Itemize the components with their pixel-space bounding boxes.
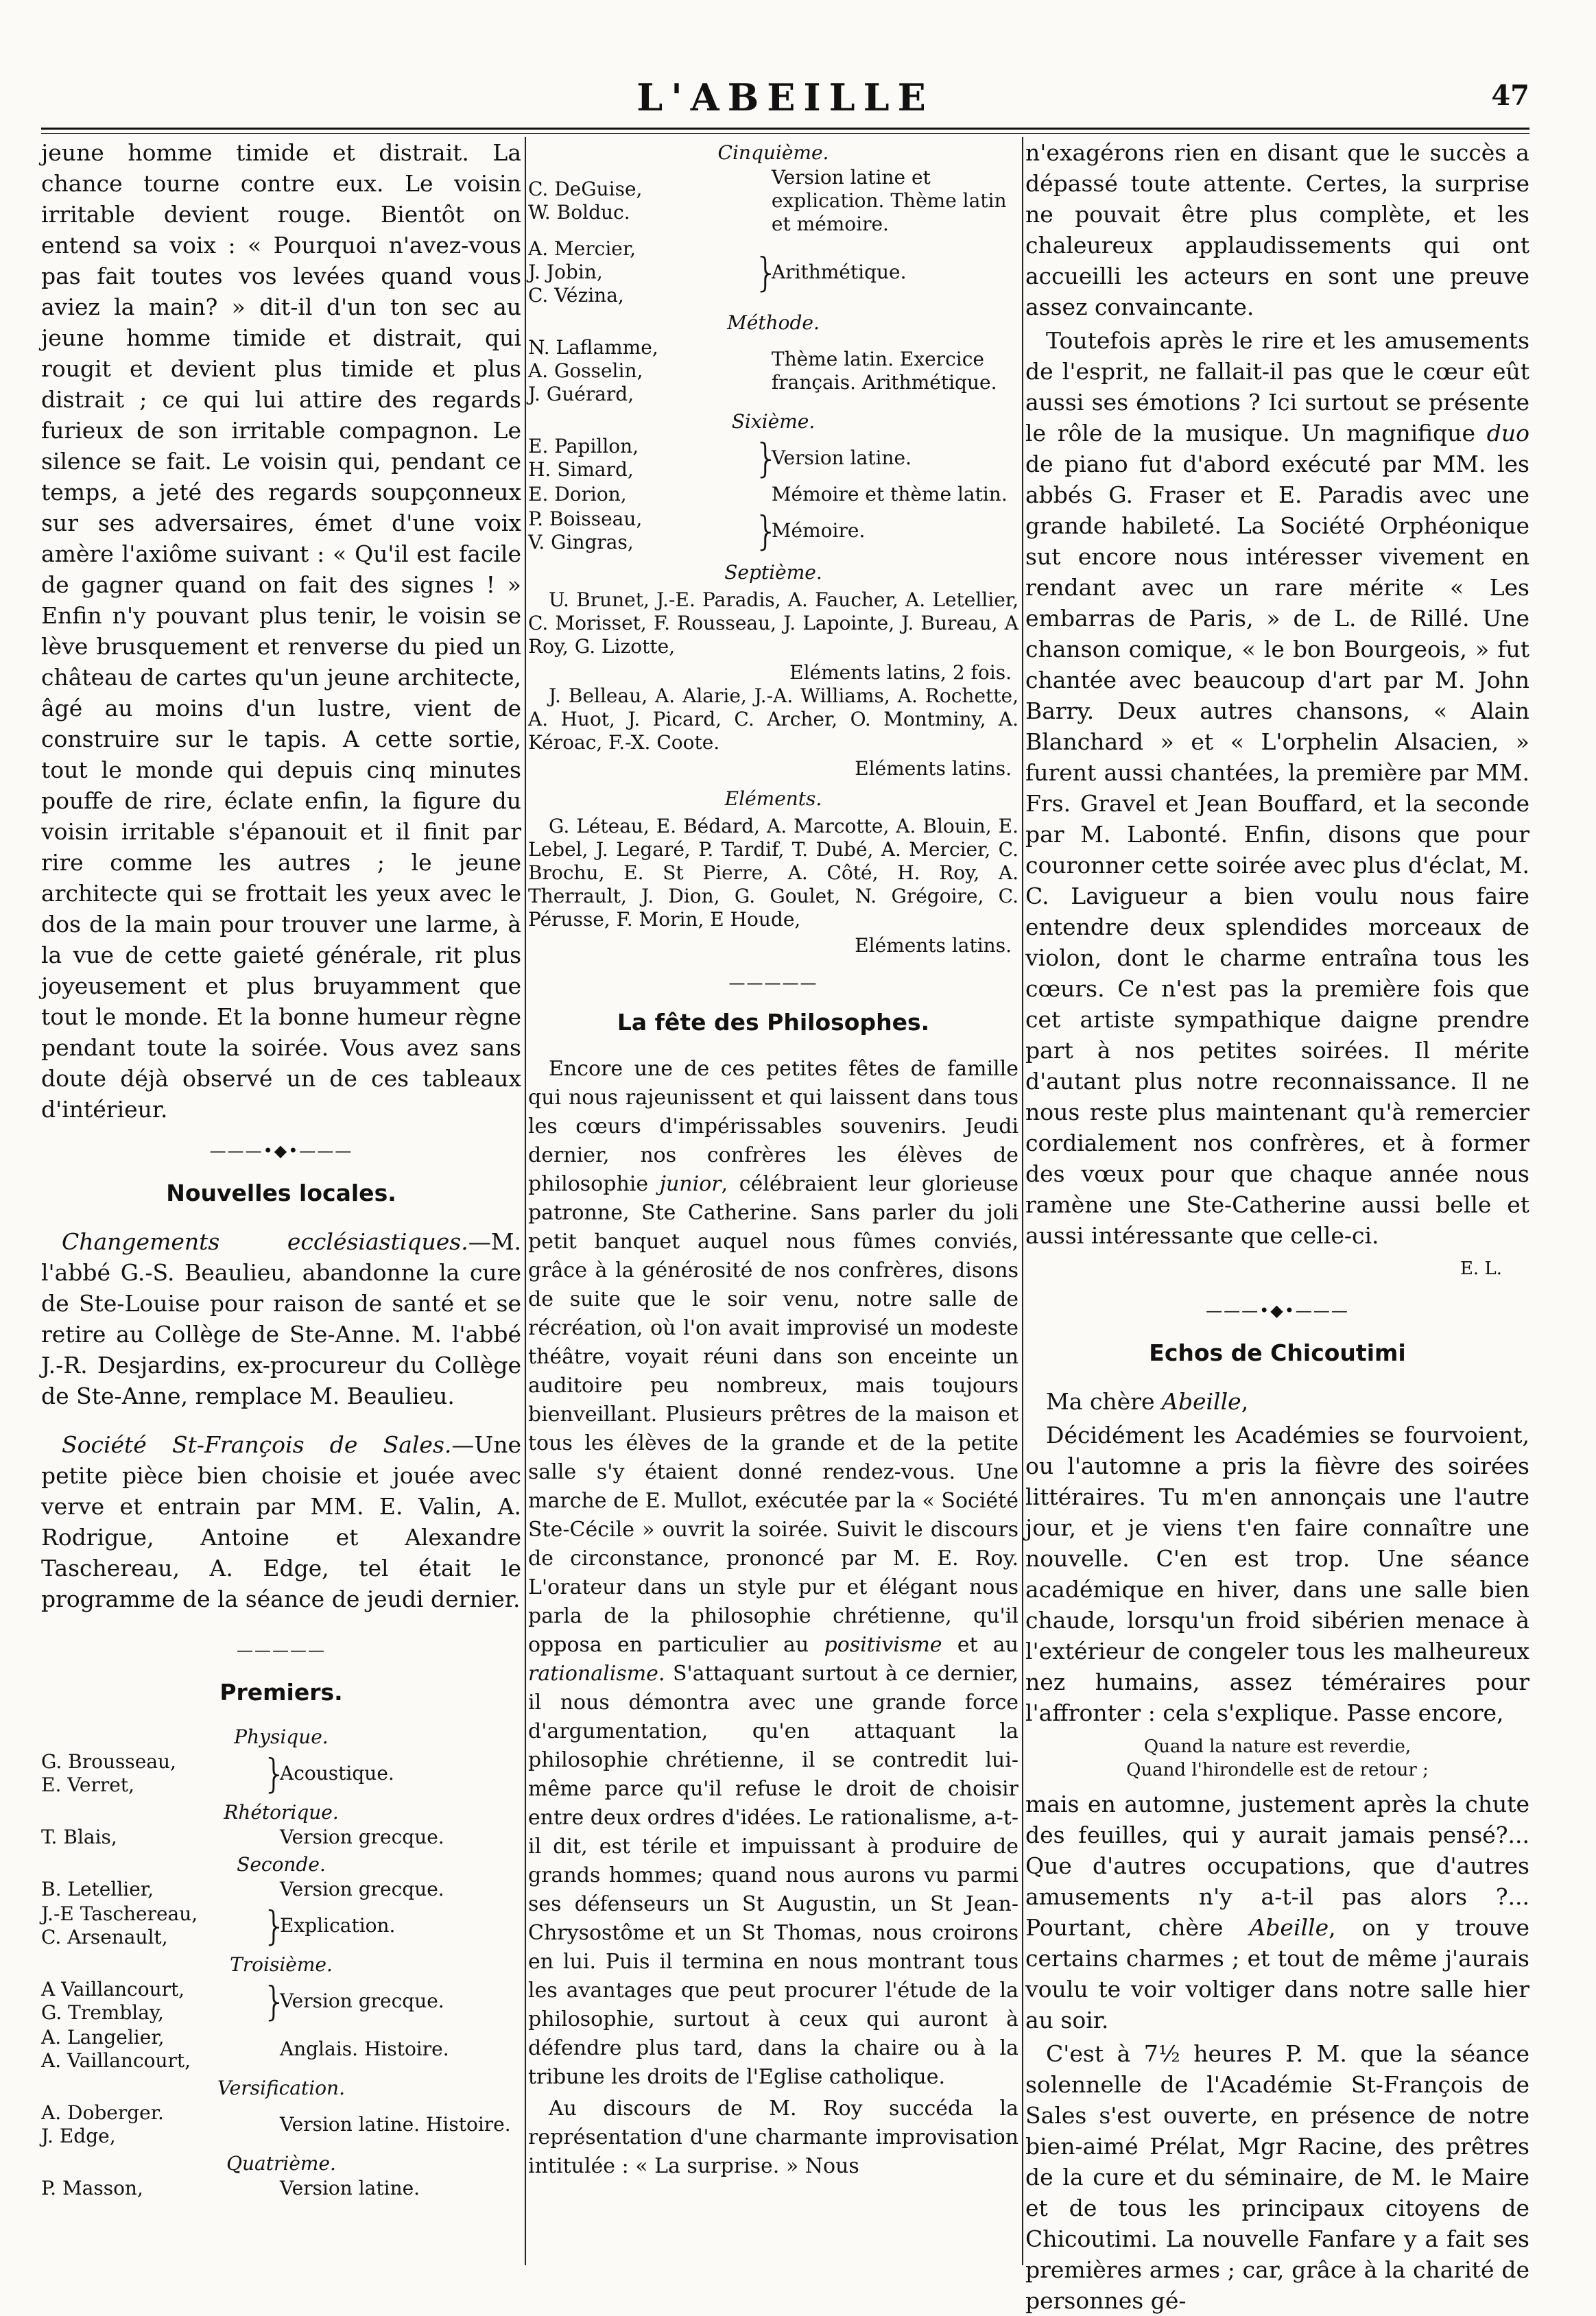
music-duo: duo	[1486, 420, 1529, 446]
brace-icon: }	[753, 435, 779, 481]
premiers-section-heading: Méthode.	[727, 311, 820, 334]
ornament-divider: —————	[728, 973, 818, 992]
verse-line-2: Quand l'hirondelle est de retour ;	[1126, 1760, 1429, 1780]
premiers-name: E. Dorion,	[528, 483, 627, 505]
header-rule-thin	[41, 133, 1529, 134]
fete-positivisme: positivisme	[824, 1633, 942, 1657]
fete-junior: junior	[659, 1172, 722, 1196]
elements-names: G. Léteau, E. Bédard, A. Marcotte, A. Blouin, E. Lebel, J. Legaré, P. Tardif, T. Dubé, A. Mercier, C. Brochu, E. St Pierre, A. Côté, H. Roy, A. Therrault, J. Dion, G. Goulet, N. Grégoire, C. Pérusse, F. Morin, E Houde,	[528, 815, 1019, 931]
brace-icon: }	[262, 1978, 287, 2025]
premiers-name: G. Brousseau,	[41, 1750, 176, 1773]
salutation	[1025, 1386, 1529, 1417]
premiers-section-heading: Seconde.	[237, 1853, 326, 1876]
premiers-name: J. Guérard,	[528, 383, 634, 405]
premiers-name: A. Doberger.	[41, 2101, 164, 2124]
premiers-row	[528, 435, 1019, 481]
premiers-row	[41, 1878, 521, 1901]
premiers-row	[41, 1902, 521, 1949]
societe-paragraph	[41, 1429, 521, 1614]
premiers-names	[41, 2177, 262, 2200]
premiers-names	[528, 435, 754, 481]
echos-text-a: mais en automne, justement après la chute des feuilles, qui y aurait jamais pensé?... Que d'autres occupations, que d'autres amusements n'y a-t-il pas alors ?... Pourtant, chère	[1025, 1791, 1529, 1941]
premiers-name: A. Gosselin,	[528, 359, 643, 382]
echos-heading: Echos de Chicoutimi	[1149, 1339, 1406, 1366]
premiers-names	[41, 1826, 262, 1849]
premiers-names	[528, 483, 754, 506]
premiers-subject: Mémoire.	[771, 519, 866, 542]
premiers-names	[41, 1878, 262, 1901]
column-2	[528, 137, 1019, 2265]
premiers-name: A. Vaillancourt,	[41, 2049, 191, 2072]
echos-text-b: , on y trouve certains charmes ; et tout de même j'aurais voulu te voir voltiger dans notre salle hier au soir.	[1025, 1914, 1529, 2033]
brace-icon: }	[753, 508, 779, 554]
premiers-subject: Thème latin. Exercice français. Arithmétique.	[771, 348, 997, 394]
premiers-name: C. DeGuise,	[528, 178, 643, 200]
brace-icon: }	[262, 1750, 287, 1797]
premiers-name: J. Jobin,	[528, 261, 603, 283]
societe-text: —Une petite pièce bien choisie et jouée avec verve et entrain par MM. E. Valin, A. Rodrigue, Antoine et Alexandre Taschereau, A. Edge, tel était le programme de la séance de jeudi dernier.	[41, 1431, 521, 1612]
newspaper-title: L'ABEILLE	[636, 75, 934, 119]
premiers-name: P. Boisseau,	[528, 508, 643, 530]
masthead	[41, 75, 1529, 130]
salute-name: Abeille	[1162, 1388, 1241, 1415]
fete-text-d: . S'attaquant surtout à ce dernier, il nous démontra avec une grande force d'argumentation, qu'en attaquant la philosophie chrétienne, il se contredit lui-même parce qu'il refuse le droit de choisir entre deux ordres d'idées. Le rationalisme, a-t-il dit, est térile et impuissant à produire de grands hommes; quand nous aurons vu parmi ses défenseurs un St Augustin, un St Jean-Chrysostôme et un St Thomas, nous croirons en lui. Puis il termina en nous montrant tous les avantages que peut procurer l'étude de la philosophie, surtout à ceux qui auront à défendre plus tard, dans la chaire ou à la tribune les droits de l'Eglise catholique.	[528, 1662, 1019, 2089]
premiers-row	[528, 336, 1019, 406]
premiers-row	[528, 166, 1019, 236]
echos-paragraph-2	[1025, 1789, 1529, 2036]
premiers-subject: Version latine. Histoire.	[280, 2113, 511, 2136]
music-paragraph	[1025, 325, 1529, 1251]
nouvelles-heading: Nouvelles locales.	[166, 1180, 396, 1206]
premiers-subject: Acoustique.	[280, 1762, 394, 1784]
premiers-subject: Version latine.	[771, 446, 912, 469]
premiers-name: C. Vézina,	[528, 284, 624, 307]
fete-continuation: n'exagérons rien en disant que le succès a dépassé toute attente. Certes, la surprise ne pouvait être plus complète, et les chaleureux applaudissements qui ont accueilli les acteurs en sont une preuve assez convaincante.	[1025, 139, 1529, 320]
premiers-row	[528, 483, 1019, 506]
premiers-list	[41, 1726, 521, 2200]
premiers-subject: Version latine et explication. Thème latin et mémoire.	[771, 166, 1007, 235]
premiers-heading: Premiers.	[219, 1679, 343, 1706]
premiers-name: V. Gingras,	[528, 531, 634, 553]
premiers-section-heading: Rhétorique.	[224, 1801, 339, 1824]
elements-heading: Eléments.	[724, 787, 822, 810]
premiers-row	[41, 2026, 521, 2073]
echos-name: Abeille	[1249, 1914, 1329, 1941]
septieme-names-2: J. Belleau, A. Alarie, J.-A. Williams, A. Rochette, A. Huot, J. Picard, C. Archer, O. Montminy, A. Kéroac, F.-X. Coote.	[528, 684, 1019, 754]
premiers-name: N. Laflamme,	[528, 336, 658, 359]
premiers-subject: Explication.	[280, 1914, 396, 1937]
column-divider-1	[525, 137, 526, 2265]
music-text-b: de piano fut d'abord exécuté par MM. les abbés G. Fraser et E. Paradis avec une grande habileté. La Société Orphéonique sut encore nous intéresser vivement en rendant avec un rare mérite « Les embarras de Paris, » de L. de Rillé. Une chanson comique, « le bon Bourgeois, » fut chantée avec beaucoup d'art par M. John Barry. Deux autres chansons, « Alain Blanchard » et « L'orphelin Alsacien, » furent aussi chantées, la première par MM. Frs. Gravel et Jean Bouffard, et la seconde par M. Labonté. Enfin, disons que pour couronner cette soirée avec plus d'éclat, M. C. Lavigueur a bien voulu nous faire entendre deux splendides morceaux de violon, dont le charme entraîna tous les cœurs. Ce n'est pas la première fois que cet artiste sympathique daigne prendre part à nos petites soirées. Il mérite d'autant plus notre reconnaissance. Il ne nous reste plus maintenant qu'à remercier cordialement nos confrères, et à former des vœux pour que chaque année nous ramène une Ste-Catherine aussi belle et aussi intéressante que celle-ci.	[1025, 451, 1529, 1249]
verse-quote	[1025, 1735, 1529, 1782]
premiers-name: A. Mercier,	[528, 237, 636, 260]
page-number: 47	[1491, 80, 1529, 112]
ornament-divider: ———•◆•———	[209, 1141, 353, 1160]
premiers-name: B. Letellier,	[41, 1878, 154, 1900]
premiers-names	[528, 237, 754, 307]
fete-paragraph-1	[528, 1055, 1019, 2092]
septieme-subject-2: Eléments latins.	[855, 757, 1012, 780]
premiers-subject: Version grecque.	[280, 1878, 444, 1900]
premiers-name: G. Tremblay,	[41, 2001, 164, 2024]
ornament-divider: —————	[237, 1640, 326, 1660]
premiers-name: A Vaillancourt,	[41, 1978, 185, 2001]
societe-lead: Société St-François de Sales.	[62, 1431, 452, 1458]
premiers-name: E. Papillon,	[528, 435, 639, 457]
premiers-row	[41, 1826, 521, 1849]
changements-paragraph	[41, 1226, 521, 1411]
premiers-subject: Mémoire et thème latin.	[771, 483, 1008, 505]
septieme-heading: Septième.	[724, 561, 822, 584]
music-text-a: Toutefois après le rire et les amusements de l'esprit, ne fallait-il pas que le cœur eût aussi ses émotions ? Ici surtout se présente le rôle de la musique. Un magnifique	[1025, 327, 1529, 446]
fete-heading: La fête des Philosophes.	[617, 1009, 930, 1036]
premiers-section-heading: Cinquième.	[717, 141, 829, 164]
premiers-name: P. Masson,	[41, 2177, 143, 2199]
ornament-divider: ———•◆•———	[1206, 1301, 1349, 1320]
premiers-names	[41, 1902, 262, 1949]
signature: E. L.	[1460, 1258, 1502, 1279]
premiers-name: T. Blais,	[41, 1826, 117, 1848]
premiers-section-heading: Quatrième.	[226, 2152, 336, 2175]
premiers-name: W. Bolduc.	[528, 201, 630, 224]
premiers-row	[41, 1750, 521, 1797]
echos-paragraph-3: C'est à 7½ heures P. M. que la séance solennelle de l'Académie St-François de Sales s'est ouverte, en présence de notre bien-aimé Prélat, Mgr Racine, des prêtres de la cure et du séminaire, de M. le Maire et de tous les principaux citoyens de Chicoutimi. La nouvelle Fanfare y a fait ses premières armes ; car, grâce à la charité de personnes gé-	[1025, 2040, 1529, 2314]
septieme-names-1: U. Brunet, J.-E. Paradis, A. Faucher, A. Letellier, C. Morisset, F. Rousseau, J. Lapointe, J. Bureau, A Roy, G. Lizotte,	[528, 588, 1019, 658]
premiers-name: H. Simard,	[528, 458, 634, 481]
salute-text: Ma chère	[1046, 1388, 1163, 1415]
premiers-names	[41, 2026, 262, 2073]
premiers-name: C. Arsenault,	[41, 1926, 168, 1948]
column-1	[41, 137, 521, 2265]
story-continuation: jeune homme timide et distrait. La chance tourne contre eux. Le voisin irritable devient rouge. Bientôt on entend sa voix : « Pourquoi n'avez-vous pas fait toutes vos levées quand vous aviez la main? » dit-il d'un ton sec au jeune homme timide et distrait, qui rougit et devient plus timide et plus distrait ; ce qui lui attire des regards furieux de son irritable compagnon. Le silence se fait. Le voisin qui, pendant ce temps, a jeté des regards soupçonneux sur ses adversaires, émet d'une voix amère l'axiôme suivant : « Qu'il est facile de gagner quand on fait des signes ! » Enfin n'y pouvant plus tenir, le voisin se lève brusquement et renverse du pied un château de cartes qu'un jeune architecte, âgé au moins d'un lustre, vient de construire sur le tapis. A cette sortie, tout le monde qui depuis cinq minutes pouffe de rire, éclate enfin, la figure du voisin irritable s'épanouit et il finit par rire comme les autres ; le jeune architecte qui se frottait les yeux avec le dos de la main pour trouver une larme, à la vue de cette gaieté générale, rit plus joyeusement et plus bruyamment que tout le monde. Et la bonne humeur règne pendant toute la soirée. Vous avez sans doute déjà observé un de ces tableaux d'intérieur.	[41, 139, 521, 1123]
header-rule	[41, 128, 1529, 130]
salute-punct: ,	[1241, 1388, 1249, 1415]
fete-text-a: Encore une de ces petites fêtes de famille qui nous rajeunissent et qui laissent dans tous les cœurs d'impérissables souvenirs. Jeudi dernier, nos confrères les élèves de philosophie	[528, 1057, 1019, 1196]
fete-paragraph-2: Au discours de M. Roy succéda la représentation d'une charmante improvisation intitulée : « La surprise. » Nous	[528, 2097, 1019, 2178]
premiers-subject: Version grecque.	[280, 1826, 444, 1848]
verse-line-1: Quand la nature est reverdie,	[1143, 1736, 1412, 1757]
premiers-name: J. Edge,	[41, 2125, 116, 2147]
premiers-row	[41, 2177, 521, 2200]
premiers-name: A. Langelier,	[41, 2026, 165, 2049]
premiers-subject: Anglais. Histoire.	[280, 2038, 449, 2060]
fete-text-c: et au	[942, 1633, 1019, 1657]
brace-icon: }	[753, 249, 779, 296]
premiers-section-heading: Sixième.	[731, 410, 815, 433]
premiers-subject: Arithmétique.	[771, 261, 907, 283]
premiers-names	[41, 2101, 262, 2148]
premiers-subject: Version latine.	[280, 2177, 420, 2199]
column-3	[1025, 137, 1529, 2314]
premiers-list-continued	[528, 141, 1019, 554]
column-divider-2	[1022, 137, 1023, 2265]
echos-paragraph-1: Décidément les Académies se fourvoient, ou l'automne a pris la fièvre des soirées littéraires. Tu m'en annonçais une l'autre jour, et je viens t'en faire connaître une nouvelle. C'en est trop. Une séance académique en hiver, dans une salle bien chaude, lorsqu'un froid sibérien menace à l'extérieur de congeler tous les malheureux nez humains, assez téméraires pour l'affronter : cela s'explique. Passe encore,	[1025, 1422, 1529, 1726]
fete-text-b: , célébraient leur glorieuse patronne, Ste Catherine. Sans parler du joli petit banquet auquel nous fûmes conviés, grâce à la générosité de nos confrères, disons de suite que le soir venu, notre salle de récréation, où l'on avait improvisé un modeste théâtre, voyait réuni dans son enceinte un auditoire peu nombreux, mais toujours bienveillant. Plusieurs prêtres de la maison et tous les élèves de la grande et de la petite salle s'y étaient donné rendez-vous. Une marche de E. Mullot, exécutée par la « Société Ste-Cécile » ouvrit la soirée. Suivit le discours de circonstance, prononcé par M. E. Roy. L'orateur dans un style pur et élégant nous parla de la philosophie chrétienne, qu'il opposa en particulier au	[528, 1172, 1019, 1657]
premiers-row	[528, 237, 1019, 307]
premiers-row	[41, 2101, 521, 2148]
changements-text: —M. l'abbé G.-S. Beaulieu, abandonne la cure de Ste-Louise pour raison de santé et se retire au Collège de Ste-Anne. M. l'abbé J.-R. Desjardins, ex-procureur du Collège de Ste-Anne, remplace M. Beaulieu.	[41, 1228, 521, 1409]
premiers-name: E. Verret,	[41, 1774, 134, 1796]
premiers-section-heading: Physique.	[234, 1726, 329, 1748]
fete-rationalisme: rationalisme	[528, 1662, 658, 1686]
premiers-names	[528, 508, 754, 554]
premiers-subject: Version grecque.	[280, 1990, 444, 2012]
premiers-name: J.-E Taschereau,	[41, 1902, 198, 1925]
premiers-names	[528, 336, 754, 406]
premiers-row	[528, 508, 1019, 554]
premiers-names	[528, 178, 754, 224]
premiers-names	[41, 1750, 262, 1797]
elements-subject: Eléments latins.	[855, 934, 1012, 957]
brace-icon: }	[262, 1902, 287, 1949]
premiers-section-heading: Troisième.	[230, 1953, 333, 1976]
premiers-row	[41, 1978, 521, 2025]
premiers-section-heading: Versification.	[217, 2077, 345, 2099]
septieme-subject-1: Eléments latins, 2 fois.	[789, 661, 1012, 684]
premiers-names	[41, 1978, 262, 2025]
changements-lead: Changements ecclésiastiques.	[62, 1228, 468, 1255]
